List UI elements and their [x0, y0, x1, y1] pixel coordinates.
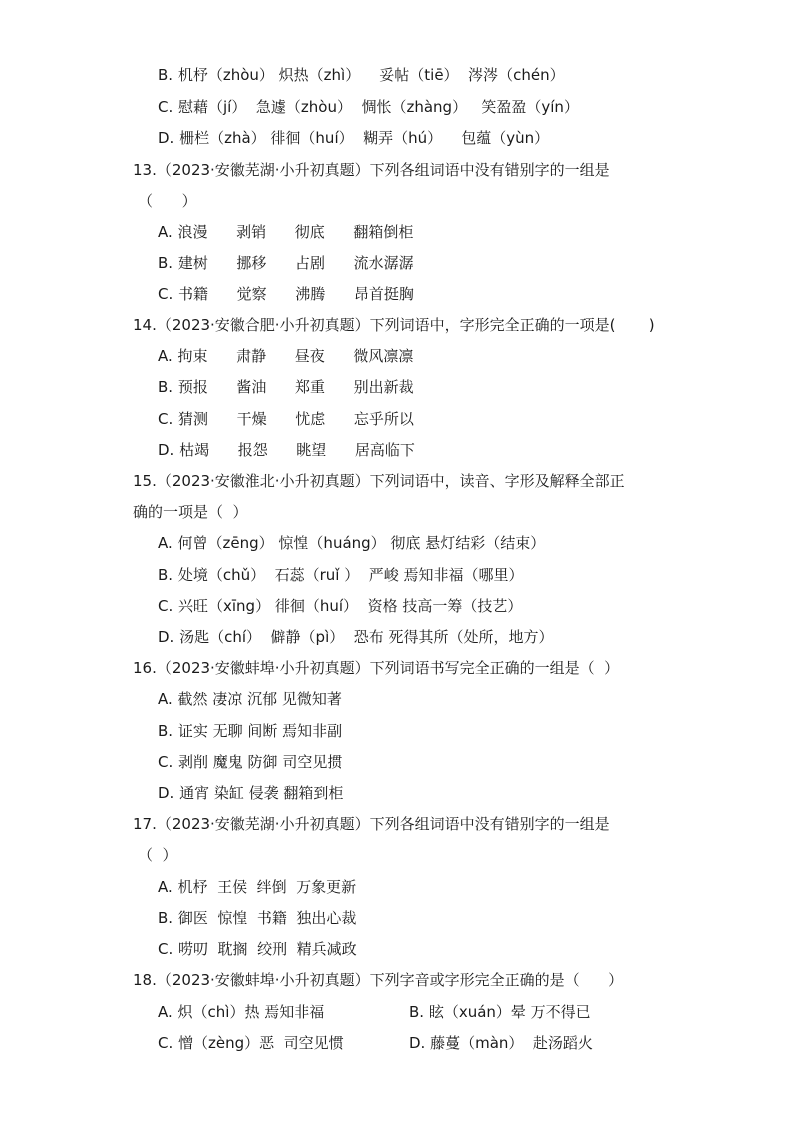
option-line: A. 截然 凄凉 沉郁 见微知著	[158, 690, 342, 708]
option-line: C. 书籍 觉察 沸腾 昂首挺胸	[158, 285, 414, 303]
option-line: D. 通宵 染缸 侵袭 翻箱到柜	[158, 784, 344, 802]
option-line: B. 证实 无聊 间断 焉知非副	[158, 722, 343, 740]
option-line: A. 炽（chì）热 焉知非福	[158, 1003, 325, 1021]
option-line: C. 唠叨 耽搁 绞刑 精兵减政	[158, 940, 357, 958]
answer-blank: （ ）	[138, 192, 197, 210]
option-line: C. 憎（zèng）恶 司空见惯	[158, 1034, 344, 1052]
answer-blank: （ ）	[138, 846, 178, 864]
option-line: D. 汤匙（chí） 僻静（pì） 恐布 死得其所（处所，地方）	[158, 628, 554, 646]
question-line: 16.（2023·安徽蚌埠·小升初真题）下列词语书写完全正确的一组是（ ）	[133, 659, 620, 677]
question-line: 确的一项是（ ）	[133, 503, 248, 521]
option-line: B. 预报 酱油 郑重 别出新裁	[158, 378, 414, 396]
option-line: C. 慰藉（jí） 急遽（zhòu） 惆怅（zhàng） 笑盈盈（yín）	[158, 98, 579, 116]
option-line: B. 机杼（zhòu） 炽热（zhì） 妥帖（tiē） 涔涔（chén）	[158, 66, 565, 84]
option-line: B. 眩（xuán）晕 万不得已	[409, 1003, 591, 1021]
question-line: 14.（2023·安徽合肥·小升初真题）下列词语中，字形完全正确的一项是( )	[133, 316, 655, 334]
option-line: C. 兴旺（xīng） 徘徊（huí） 资格 技高一筹（技艺）	[158, 597, 523, 615]
option-line: A. 拘束 肃静 昼夜 微风凛凛	[158, 347, 414, 365]
option-line: B. 御医 惊惶 书籍 独出心裁	[158, 909, 357, 927]
option-line: D. 枯竭 报怨 眺望 居高临下	[158, 441, 415, 459]
question-line: 18.（2023·安徽蚌埠·小升初真题）下列字音或字形完全正确的是（ ）	[133, 971, 624, 989]
option-line: D. 栅栏（zhà） 徘徊（huí） 糊弄（hú） 包蕴（yùn）	[158, 129, 550, 147]
option-line: B. 建树 挪移 占剧 流水潺潺	[158, 254, 414, 272]
option-line: D. 藤蔓（màn） 赴汤蹈火	[409, 1034, 593, 1052]
option-line: A. 机杼 王侯 绊倒 万象更新	[158, 878, 357, 896]
question-line: 13.（2023·安徽芜湖·小升初真题）下列各组词语中没有错别字的一组是	[133, 161, 610, 179]
option-line: B. 处境（chǔ） 石蕊（ruǐ ） 严峻 焉知非福（哪里）	[158, 566, 524, 584]
question-line: 15.（2023·安徽淮北·小升初真题）下列词语中，读音、字形及解释全部正	[133, 472, 625, 490]
option-line: A. 何曾（zēng） 惊惶（huáng） 彻底 悬灯结彩（结束）	[158, 534, 546, 552]
option-line: C. 猜测 干燥 忧虑 忘乎所以	[158, 410, 414, 428]
option-line: C. 剥削 魔鬼 防御 司空见掼	[158, 753, 343, 771]
option-line: A. 浪漫 剥销 彻底 翻箱倒柜	[158, 223, 414, 241]
question-line: 17.（2023·安徽芜湖·小升初真题）下列各组词语中没有错别字的一组是	[133, 815, 610, 833]
